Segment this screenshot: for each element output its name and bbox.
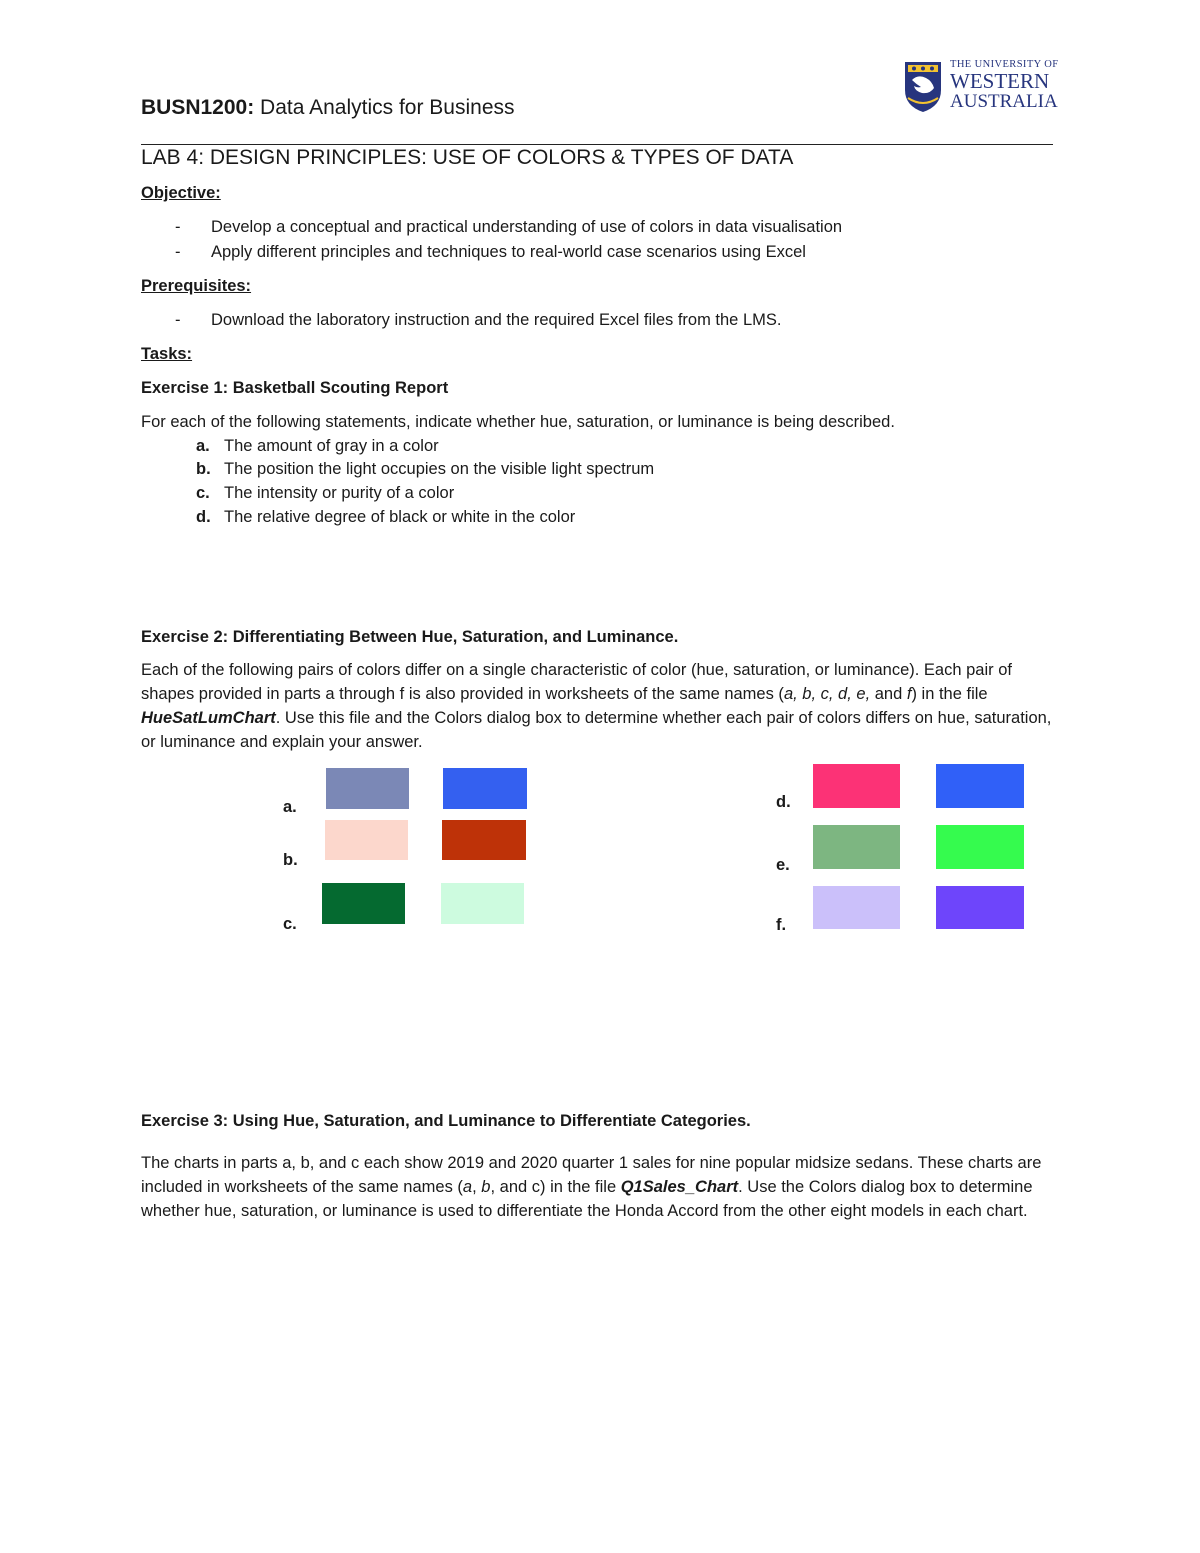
- logo-line1: THE UNIVERSITY OF: [950, 59, 1059, 70]
- prerequisite-item: Download the laboratory instruction and the required Excel files from the LMS.: [211, 311, 782, 329]
- swatch-d-left: [813, 764, 900, 808]
- swatch-b-left: [325, 820, 408, 860]
- file-name: HueSatLumChart: [141, 709, 276, 727]
- course-heading: [141, 96, 515, 120]
- objective-item: Develop a conceptual and practical understanding of use of colors in data visualisation: [211, 218, 843, 236]
- bullet-marker: -: [175, 243, 181, 261]
- exercise1-item-letter: a.: [196, 437, 210, 455]
- objective-heading: Objective:: [141, 184, 221, 202]
- swatch-d-right: [936, 764, 1024, 808]
- swatch-c-right: [441, 883, 524, 924]
- university-logo: [900, 58, 1060, 114]
- exercise1-title: Exercise 1: Basketball Scouting Report: [141, 379, 449, 397]
- exercise1-item-text: The position the light occupies on the visible light spectrum: [224, 460, 655, 478]
- course-name: Data Analytics for Business: [254, 96, 515, 119]
- exercise2-title: Exercise 2: Differentiating Between Hue, Saturation, and Luminance.: [141, 628, 679, 646]
- exercise3-title: Exercise 3: Using Hue, Saturation, and Luminance to Differentiate Categories.: [141, 1112, 751, 1130]
- swatch-f-right: [936, 886, 1024, 929]
- exercise1-intro: For each of the following statements, indicate whether hue, saturation, or luminance is being described.: [141, 413, 895, 431]
- exercise1-item-text: The amount of gray in a color: [224, 437, 439, 455]
- file-name: Q1Sales_Chart: [620, 1178, 739, 1196]
- swatch-e-left: [813, 825, 900, 869]
- swatch-f-left: [813, 886, 900, 929]
- logo-line3: AUSTRALIA: [950, 91, 1058, 112]
- bullet-marker: -: [175, 218, 181, 236]
- tasks-heading: Tasks:: [141, 345, 193, 363]
- bullet-marker: -: [175, 311, 181, 329]
- exercise1-item-text: The relative degree of black or white in the color: [224, 508, 576, 526]
- exercise3-paragraph: The charts in parts a, b, and c each show 2019 and 2020 quarter 1 sales for nine popular midsize sedans. These charts are included in worksheets of the same names (a, b, and c) in the file Q1Sales_Chart. Use the Colors dialog box to determine whether hue, saturation, or luminance is used to differentiate the Honda Accord from the other eight models in each chart.: [141, 1154, 1042, 1220]
- pair-label-d: d.: [776, 793, 791, 811]
- pair-label-c: c.: [283, 915, 297, 933]
- exercise1-item-letter: b.: [196, 460, 211, 478]
- swatch-b-right: [442, 820, 526, 860]
- pair-label-f: f.: [776, 916, 787, 934]
- swatch-a-right: [443, 768, 527, 809]
- swatch-a-left: [326, 768, 409, 809]
- swatch-c-left: [322, 883, 405, 924]
- exercise1-item-text: The intensity or purity of a color: [224, 484, 455, 502]
- lab-title: LAB 4: DESIGN PRINCIPLES: USE OF COLORS & TYPES OF DATA: [141, 146, 794, 169]
- pair-label-b: b.: [283, 851, 298, 869]
- pair-label-a: a.: [283, 798, 297, 816]
- prerequisites-heading: Prerequisites:: [141, 277, 252, 295]
- uwa-crest-icon: [902, 60, 944, 114]
- exercise1-item-letter: d.: [196, 508, 211, 526]
- header-divider: [141, 144, 1053, 145]
- exercise2-paragraph: Each of the following pairs of colors differ on a single characteristic of color (hue, saturation, or luminance). Each pair of shapes provided in parts a through f is also provided in worksheets of the same names (a, b, c, d, e, and f) in the file HueSatLumChart. Use this file and the Colors dialog box to determine whether each pair of colors differs on hue, saturation, or luminance and explain your answer.: [141, 661, 1052, 751]
- logo-line2: WESTERN: [950, 69, 1050, 93]
- course-code: BUSN1200:: [141, 96, 255, 119]
- objective-item: Apply different principles and techniques to real-world case scenarios using Excel: [211, 243, 806, 261]
- exercise1-item-letter: c.: [196, 484, 210, 502]
- swatch-e-right: [936, 825, 1024, 869]
- pair-label-e: e.: [776, 856, 790, 874]
